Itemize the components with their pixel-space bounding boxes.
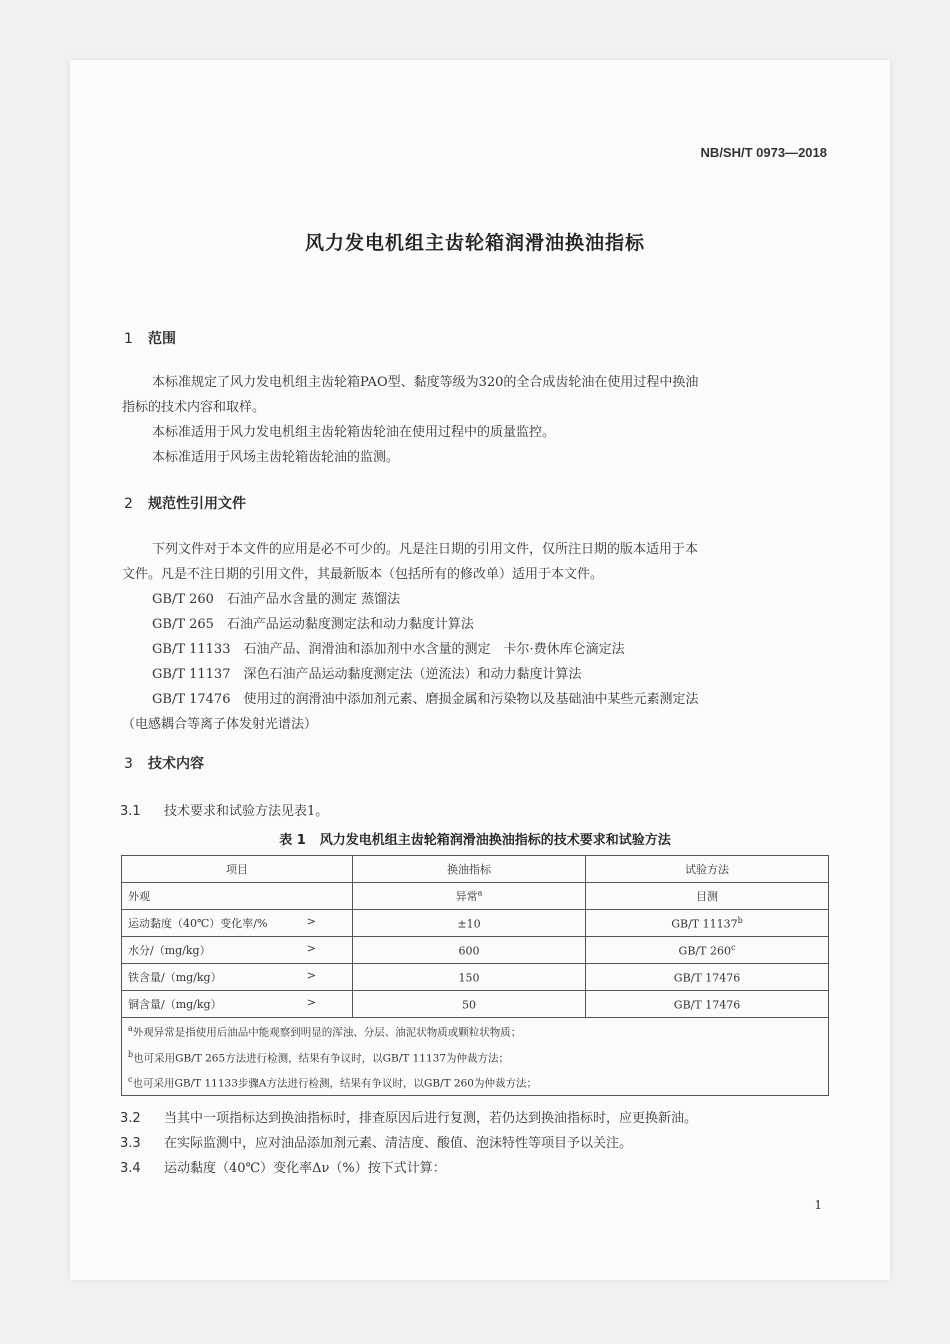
table-row	[122, 910, 829, 937]
table-note	[128, 1069, 822, 1095]
reference-item-continued: （电感耦合等离子体发射光谱法）	[122, 717, 318, 732]
note-text: 外观异常是指使用后油品中能观察到明显的浑浊、分层、油泥状物质或颗粒状物质；	[132, 1026, 522, 1039]
row-item	[122, 937, 353, 964]
clause-number: 3.1	[120, 804, 141, 819]
limit-value: 50	[462, 998, 476, 1012]
section-1-body	[122, 370, 827, 470]
header-item: 项目	[122, 856, 353, 883]
section-number: 3	[124, 756, 133, 772]
clause-3-1	[120, 800, 328, 819]
table-row	[122, 991, 829, 1018]
footnote-mark: c	[730, 942, 736, 952]
table-number: 表 1	[279, 833, 306, 848]
note-text: 也可采用GB/T 11133步骤A方法进行检测，结果有争议时，以GB/T 260为仲裁方法；	[132, 1077, 537, 1090]
note-text: 也可采用GB/T 265方法进行检测，结果有争议时，以GB/T 11137为仲裁方法；	[133, 1052, 510, 1064]
section-number: 1	[124, 331, 133, 347]
section-title: 技术内容	[148, 756, 204, 772]
row-limit	[353, 883, 586, 910]
row-item	[122, 964, 353, 991]
header-limit: 换油指标	[353, 856, 586, 883]
clause-3-3	[120, 1132, 632, 1151]
footnote-mark: c	[128, 1075, 133, 1084]
table-note	[128, 1018, 822, 1044]
reference-item: GB/T 17476 使用过的润滑油中添加剂元素、磨损金属和污染物以及基础油中某些元素测定法	[152, 692, 699, 707]
item-label: 水分/（mg/kg）	[128, 944, 211, 957]
comparator: >	[306, 942, 316, 955]
section-3-heading	[124, 753, 204, 773]
paragraph-line: 本标准适用于风场主齿轮箱齿轮油的监测。	[152, 450, 400, 465]
row-method	[586, 964, 829, 991]
clause-text: 在实际监测中，应对油品添加剂元素、清洁度、酸值、泡沫特性等项目予以关注。	[164, 1136, 633, 1151]
paragraph-line: 指标的技术内容和取样。	[122, 400, 266, 415]
clause-number: 3.2	[120, 1111, 141, 1126]
document-title: 风力发电机组主齿轮箱润滑油换油指标	[304, 232, 645, 254]
clause-text: 运动黏度（40℃）变化率Δν（%）按下式计算：	[164, 1161, 446, 1176]
limit-value: ±10	[457, 917, 481, 931]
section-title: 范围	[148, 331, 176, 347]
standard-number: NB/SH/T 0973—2018	[700, 145, 827, 160]
item-label: 运动黏度（40℃）变化率/%	[128, 917, 268, 930]
section-title: 规范性引用文件	[148, 496, 246, 512]
method-value: 目测	[696, 890, 718, 903]
reference-item: GB/T 11133 石油产品、润滑油和添加剂中水含量的测定 卡尔·费休库仑滴定法	[152, 642, 625, 657]
limit-value: 150	[458, 971, 480, 985]
table-caption	[0, 829, 950, 848]
footnote-mark: b	[737, 915, 743, 925]
reference-item: GB/T 260 石油产品水含量的测定 蒸馏法	[152, 592, 401, 607]
limit-value: 异常	[455, 890, 478, 903]
paragraph-line: 本标准规定了风力发电机组主齿轮箱PAO型、黏度等级为320的全合成齿轮油在使用过程中换油	[152, 375, 699, 390]
clause-number: 3.3	[120, 1136, 141, 1151]
paragraph-line: 文件。凡是不注日期的引用文件，其最新版本（包括所有的修改单）适用于本文件。	[122, 567, 604, 582]
footnote-mark: b	[128, 1049, 134, 1059]
method-value: GB/T 17476	[673, 971, 741, 985]
reference-item: GB/T 265 石油产品运动黏度测定法和动力黏度计算法	[152, 617, 474, 632]
table-row	[122, 964, 829, 991]
row-limit	[353, 991, 586, 1018]
table-notes-row	[122, 1018, 829, 1096]
method-value: GB/T 260	[678, 944, 731, 958]
comparator	[316, 888, 346, 904]
row-limit	[353, 937, 586, 964]
row-limit	[353, 964, 586, 991]
item-label: 外观	[128, 890, 150, 903]
item-label: 铜含量/（mg/kg）	[128, 998, 222, 1011]
row-method	[586, 910, 829, 937]
table-row	[122, 883, 829, 910]
row-limit	[353, 910, 586, 937]
method-value: GB/T 17476	[673, 998, 741, 1012]
footnote-mark: a	[128, 1024, 133, 1033]
page-number: 1	[814, 1198, 822, 1212]
header-method: 试验方法	[586, 856, 829, 883]
row-method	[586, 883, 829, 910]
section-1-heading	[124, 328, 176, 348]
row-method	[586, 937, 829, 964]
clause-text: 当其中一项指标达到换油指标时，排查原因后进行复测，若仍达到换油指标时，应更换新油。	[164, 1111, 698, 1126]
comparator: >	[306, 915, 316, 928]
table-note	[128, 1044, 822, 1070]
limit-value: 600	[458, 944, 480, 958]
section-2-body	[122, 537, 827, 737]
clause-text: 技术要求和试验方法见表1。	[164, 804, 329, 819]
section-2-heading	[124, 493, 246, 513]
table-row	[122, 937, 829, 964]
footnote-mark: a	[477, 888, 483, 898]
comparator: >	[306, 969, 316, 982]
clause-3-2	[120, 1107, 697, 1126]
item-label: 铁含量/（mg/kg）	[128, 971, 222, 984]
row-item	[122, 991, 353, 1018]
clause-3-4	[120, 1157, 446, 1176]
table-notes	[122, 1018, 829, 1096]
reference-item: GB/T 11137 深色石油产品运动黏度测定法（逆流法）和动力黏度计算法	[152, 667, 582, 682]
paragraph-line: 下列文件对于本文件的应用是必不可少的。凡是注日期的引用文件，仅所注日期的版本适用于本	[152, 542, 699, 557]
section-number: 2	[124, 496, 133, 512]
table-title: 风力发电机组主齿轮箱润滑油换油指标的技术要求和试验方法	[319, 833, 671, 848]
row-item	[122, 883, 353, 910]
spec-table	[121, 855, 829, 1096]
comparator: >	[306, 996, 316, 1009]
row-method	[586, 991, 829, 1018]
method-value: GB/T 11137	[671, 917, 738, 931]
table-header-row	[122, 856, 829, 883]
clause-number: 3.4	[120, 1161, 141, 1176]
paragraph-line: 本标准适用于风力发电机组主齿轮箱齿轮油在使用过程中的质量监控。	[152, 425, 556, 440]
row-item	[122, 910, 353, 937]
